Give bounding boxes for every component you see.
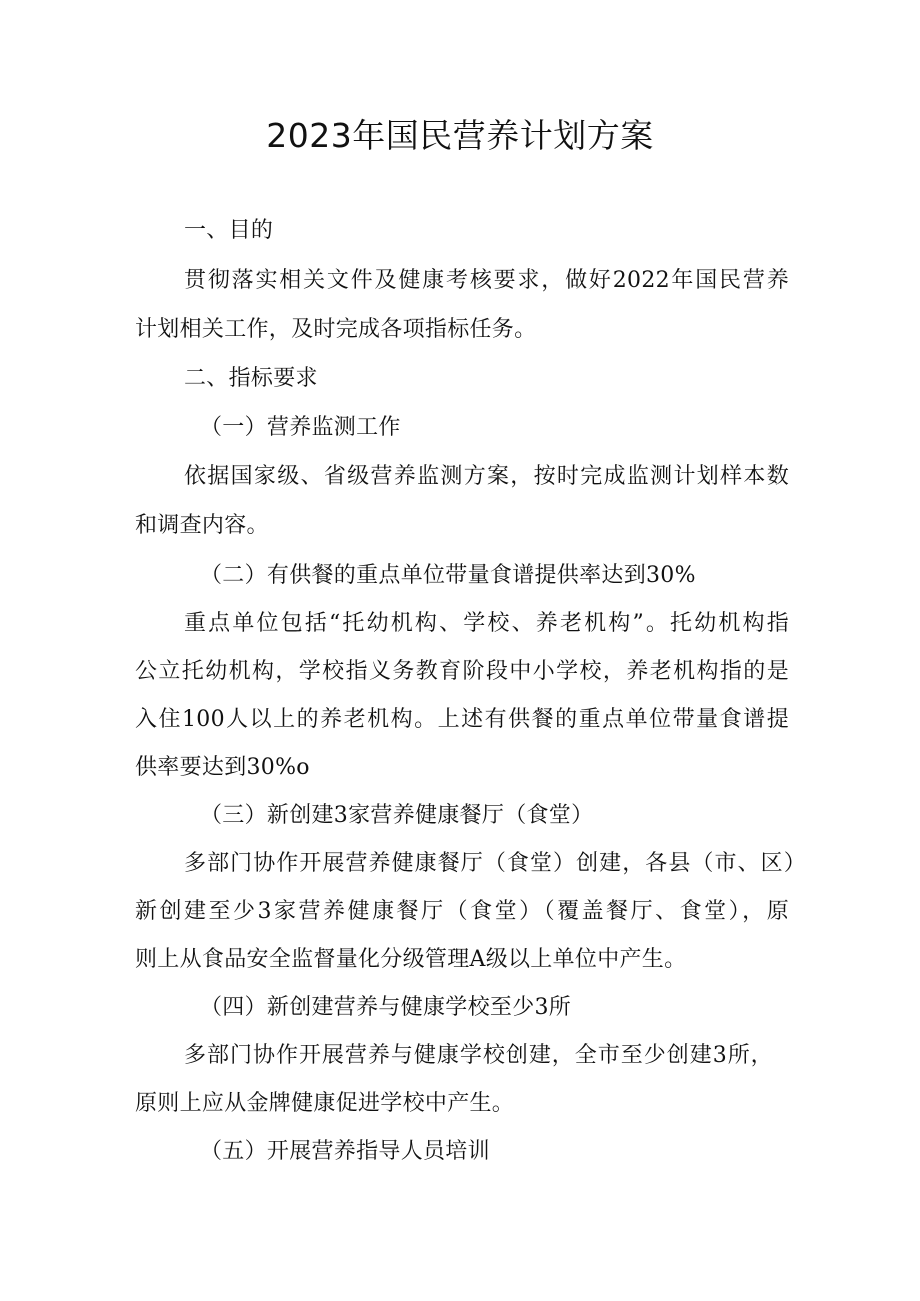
paragraph-line: 新创建至少3家营养健康餐厅（食堂）（覆盖餐厅、食堂），原 <box>135 899 789 924</box>
paragraph-line: 贯彻落实相关文件及健康考核要求，做好2022年国民营养 <box>184 268 789 293</box>
paragraph-line: 计划相关工作，及时完成各项指标任务。 <box>135 317 537 342</box>
paragraph-line: 则上从食品安全监督量化分级管理A级以上单位中产生。 <box>135 947 687 972</box>
document-title: 2023年国民营养计划方案 <box>266 116 654 155</box>
subsection-heading: （二）有供餐的重点单位带量食谱提供率达到30% <box>200 563 696 588</box>
section-heading-indicators: 二、指标要求 <box>184 366 318 391</box>
paragraph-line: 供率要达到30%o <box>135 755 310 780</box>
paragraph-line: 多部门协作开展营养健康餐厅（食堂）创建，各县（市、区） <box>184 851 806 876</box>
paragraph-line: 原则上应从金牌健康促进学校中产生。 <box>135 1091 515 1116</box>
paragraph-line: 和调查内容。 <box>135 513 269 538</box>
paragraph-line: 依据国家级、省级营养监测方案，按时完成监测计划样本数 <box>184 464 789 489</box>
subsection-heading: （四）新创建营养与健康学校至少3所 <box>200 995 572 1020</box>
paragraph-line: 公立托幼机构，学校指义务教育阶段中小学校，养老机构指的是 <box>135 659 789 684</box>
subsection-heading: （五）开展营养指导人员培训 <box>200 1139 490 1164</box>
subsection-heading: （三）新创建3家营养健康餐厅（食堂） <box>200 803 594 828</box>
paragraph-line: 入住100人以上的养老机构。上述有供餐的重点单位带量食谱提 <box>135 707 789 732</box>
paragraph-line: 重点单位包括“托幼机构、学校、养老机构”。托幼机构指 <box>184 611 789 636</box>
paragraph-line: 多部门协作开展营养与健康学校创建，全市至少创建3所， <box>184 1043 773 1068</box>
subsection-heading: （一）营养监测工作 <box>200 415 401 440</box>
section-heading-purpose: 一、目的 <box>184 218 274 243</box>
